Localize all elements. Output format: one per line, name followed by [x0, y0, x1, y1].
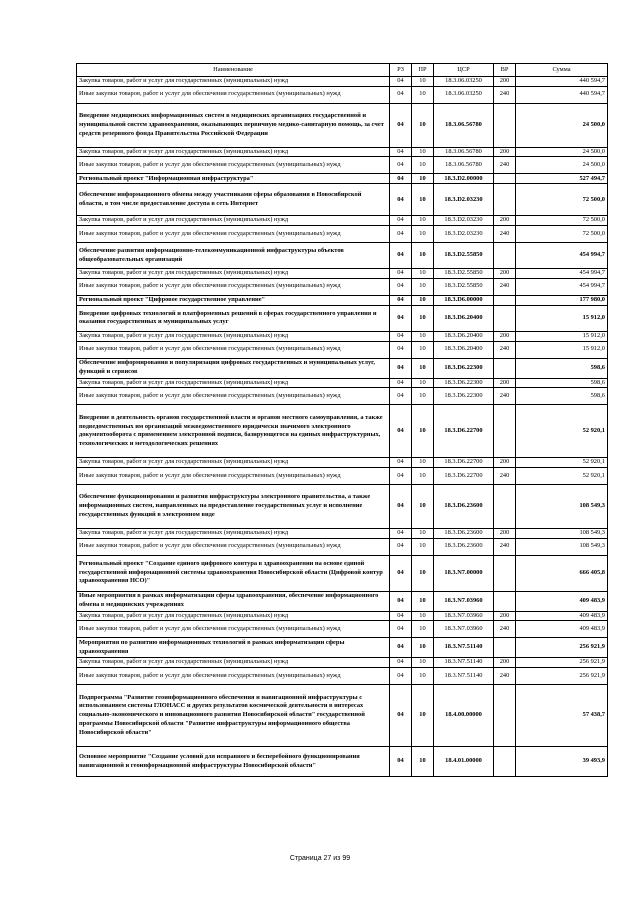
cell-sum: 440 594,7 — [516, 86, 608, 103]
header-csr: ЦСР — [434, 64, 494, 77]
table-row — [77, 458, 608, 468]
cell-pr: 10 — [412, 358, 434, 378]
cell-sum: 409 483,9 — [516, 621, 608, 638]
cell-name: Иные закупки товаров, работ и услуг для обеспечения государственных (муниципальных) нужд — [77, 86, 390, 103]
cell-vr — [494, 747, 516, 777]
cell-sum: 454 994,7 — [516, 278, 608, 295]
cell-csr: 18.3.D2.03230 — [434, 184, 494, 216]
table-row — [77, 269, 608, 279]
cell-sum: 57 438,7 — [516, 685, 608, 747]
cell-csr: 18.3.D2.03230 — [434, 226, 494, 243]
cell-csr: 18.3.D6.20400 — [434, 305, 494, 331]
cell-csr: 18.3.N7.51140 — [434, 668, 494, 685]
cell-vr — [494, 358, 516, 378]
cell-sum: 24 500,0 — [516, 157, 608, 174]
cell-csr: 18.3.D6.20400 — [434, 331, 494, 341]
cell-vr: 240 — [494, 388, 516, 405]
cell-vr — [494, 685, 516, 747]
cell-rz: 04 — [390, 358, 412, 378]
table-row — [77, 278, 608, 295]
cell-rz: 04 — [390, 658, 412, 668]
cell-sum: 256 921,9 — [516, 638, 608, 658]
cell-name: Региональный проект "Создание единого цифрового контура в здравоохранении на основе единой государственной информационной системы здравоохранения Новосибирской области (Цифровой контур здравоохранения НСО)" — [77, 555, 390, 591]
cell-rz: 04 — [390, 668, 412, 685]
cell-sum: 409 483,9 — [516, 611, 608, 621]
cell-vr: 240 — [494, 86, 516, 103]
cell-rz: 04 — [390, 243, 412, 269]
cell-pr: 10 — [412, 484, 434, 528]
cell-rz: 04 — [390, 86, 412, 103]
cell-pr: 10 — [412, 467, 434, 484]
cell-rz: 04 — [390, 77, 412, 87]
cell-pr: 10 — [412, 86, 434, 103]
cell-sum: 598,6 — [516, 378, 608, 388]
cell-sum: 24 500,0 — [516, 147, 608, 157]
cell-name: Обеспечение функционирования и развития инфраструктуры электронного правительства, а также информационных систем, направленных на предоставление государственных услуг и исполнение государственных функций в электронном виде — [77, 484, 390, 528]
cell-pr: 10 — [412, 458, 434, 468]
cell-name: Закупка товаров, работ и услуг для государственных (муниципальных) нужд — [77, 528, 390, 538]
cell-csr: 18.3.D6.00000 — [434, 295, 494, 305]
cell-vr: 200 — [494, 658, 516, 668]
cell-name: Подпрограмма "Развитие геоинформационного обеспечения и навигационной инфраструктуры с использованием системы ГЛОНАСС и других результатов космической деятельности в интересах социально-экономического и инновационного развития Новосибирской области" государственной программы Новосибирской области "Развитие инфраструктуры информационного общества Новосибирской области" — [77, 685, 390, 747]
cell-sum: 598,6 — [516, 358, 608, 378]
table-row — [77, 305, 608, 331]
cell-rz: 04 — [390, 295, 412, 305]
table-row — [77, 157, 608, 174]
cell-csr: 18.3.D6.23600 — [434, 484, 494, 528]
cell-name: Иные закупки товаров, работ и услуг для обеспечения государственных (муниципальных) нужд — [77, 538, 390, 555]
cell-pr: 10 — [412, 147, 434, 157]
cell-pr: 10 — [412, 747, 434, 777]
cell-rz: 04 — [390, 467, 412, 484]
cell-vr: 200 — [494, 528, 516, 538]
cell-rz: 04 — [390, 378, 412, 388]
cell-vr — [494, 405, 516, 458]
cell-vr: 200 — [494, 458, 516, 468]
table-row — [77, 591, 608, 611]
cell-name: Мероприятия по развитию информационных технологий в рамках информатизации сферы здравоохранения — [77, 638, 390, 658]
cell-vr: 240 — [494, 467, 516, 484]
page-footer: Страница 27 из 99 — [289, 855, 351, 862]
cell-csr: 18.3.D2.55850 — [434, 269, 494, 279]
cell-csr: 18.3.D2.55850 — [434, 243, 494, 269]
table-row — [77, 668, 608, 685]
cell-vr: 240 — [494, 621, 516, 638]
cell-sum: 15 912,0 — [516, 341, 608, 358]
cell-vr — [494, 555, 516, 591]
cell-csr: 18.3.06.56780 — [434, 157, 494, 174]
cell-vr — [494, 243, 516, 269]
cell-name: Обеспечение информирования и популяризации цифровых государственных и муниципальных услуг, функций и сервисов — [77, 358, 390, 378]
cell-sum: 256 921,9 — [516, 658, 608, 668]
table-row — [77, 538, 608, 555]
cell-csr: 18.3.N7.03960 — [434, 611, 494, 621]
table-row — [77, 77, 608, 87]
cell-pr: 10 — [412, 555, 434, 591]
cell-csr: 18.3.D6.22700 — [434, 458, 494, 468]
cell-vr: 200 — [494, 331, 516, 341]
cell-csr: 18.3.D6.22300 — [434, 388, 494, 405]
table-row — [77, 103, 608, 147]
table-row — [77, 658, 608, 668]
cell-sum: 177 980,0 — [516, 295, 608, 305]
cell-csr: 18.3.N7.03960 — [434, 621, 494, 638]
cell-vr: 200 — [494, 77, 516, 87]
cell-csr: 18.3.06.56780 — [434, 103, 494, 147]
cell-pr: 10 — [412, 103, 434, 147]
cell-sum: 256 921,9 — [516, 668, 608, 685]
cell-name: Внедрение в деятельность органов государственной власти и органов местного самоуправления, а также подведомственных им организаций межведомственного юридически значимого электронного документооборота с применением электронной подписи, базирующегося на единых инфраструктурных, технологических и методологических решениях — [77, 405, 390, 458]
cell-pr: 10 — [412, 378, 434, 388]
cell-name: Закупка товаров, работ и услуг для государственных (муниципальных) нужд — [77, 147, 390, 157]
cell-pr: 10 — [412, 658, 434, 668]
cell-rz: 04 — [390, 638, 412, 658]
cell-rz: 04 — [390, 157, 412, 174]
cell-rz: 04 — [390, 174, 412, 184]
table-row — [77, 341, 608, 358]
cell-vr: 200 — [494, 269, 516, 279]
cell-rz: 04 — [390, 591, 412, 611]
table-row — [77, 378, 608, 388]
cell-sum: 527 494,7 — [516, 174, 608, 184]
cell-rz: 04 — [390, 269, 412, 279]
table-row — [77, 184, 608, 216]
cell-name: Иные закупки товаров, работ и услуг для обеспечения государственных (муниципальных) нужд — [77, 668, 390, 685]
table-row — [77, 611, 608, 621]
cell-rz: 04 — [390, 405, 412, 458]
cell-name: Региональный проект "Информационная инфраструктура" — [77, 174, 390, 184]
cell-pr: 10 — [412, 388, 434, 405]
cell-pr: 10 — [412, 638, 434, 658]
cell-name: Иные закупки товаров, работ и услуг для обеспечения государственных (муниципальных) нужд — [77, 278, 390, 295]
cell-csr: 18.4.01.00000 — [434, 747, 494, 777]
cell-csr: 18.4.00.00000 — [434, 685, 494, 747]
cell-name: Закупка товаров, работ и услуг для государственных (муниципальных) нужд — [77, 378, 390, 388]
cell-rz: 04 — [390, 341, 412, 358]
cell-csr: 18.3.N7.51140 — [434, 658, 494, 668]
cell-pr: 10 — [412, 331, 434, 341]
cell-rz: 04 — [390, 611, 412, 621]
cell-name: Иные закупки товаров, работ и услуг для обеспечения государственных (муниципальных) нужд — [77, 226, 390, 243]
table-row — [77, 147, 608, 157]
table-row — [77, 484, 608, 528]
cell-name: Внедрение медицинских информационных систем в медицинских организациях государственной и муниципальной систем здравоохранения, оказывающих первичную медико-санитарную помощь, за счет средств резервного фонда Правительства Российской Федерации — [77, 103, 390, 147]
cell-csr: 18.3.D6.22700 — [434, 405, 494, 458]
cell-sum: 52 920,1 — [516, 405, 608, 458]
cell-vr — [494, 184, 516, 216]
table-row — [77, 226, 608, 243]
table-row — [77, 388, 608, 405]
table-row — [77, 638, 608, 658]
cell-csr: 18.3.N7.51140 — [434, 638, 494, 658]
table-row — [77, 331, 608, 341]
cell-name: Закупка товаров, работ и услуг для государственных (муниципальных) нужд — [77, 77, 390, 87]
cell-pr: 10 — [412, 611, 434, 621]
cell-csr: 18.3.06.03250 — [434, 77, 494, 87]
cell-csr: 18.3.N7.00000 — [434, 555, 494, 591]
cell-name: Закупка товаров, работ и услуг для государственных (муниципальных) нужд — [77, 611, 390, 621]
cell-csr: 18.3.06.03250 — [434, 86, 494, 103]
cell-rz: 04 — [390, 747, 412, 777]
table-row — [77, 747, 608, 777]
cell-name: Иные закупки товаров, работ и услуг для обеспечения государственных (муниципальных) нужд — [77, 388, 390, 405]
cell-sum: 39 493,9 — [516, 747, 608, 777]
cell-pr: 10 — [412, 269, 434, 279]
cell-csr: 18.3.06.56780 — [434, 147, 494, 157]
cell-pr: 10 — [412, 174, 434, 184]
cell-vr — [494, 591, 516, 611]
cell-csr: 18.3.D6.22300 — [434, 358, 494, 378]
table-row — [77, 555, 608, 591]
cell-vr — [494, 174, 516, 184]
cell-rz: 04 — [390, 621, 412, 638]
cell-csr: 18.3.D6.20400 — [434, 341, 494, 358]
cell-csr: 18.3.D6.22300 — [434, 378, 494, 388]
cell-sum: 409 483,9 — [516, 591, 608, 611]
cell-rz: 04 — [390, 331, 412, 341]
cell-vr — [494, 638, 516, 658]
cell-vr: 240 — [494, 226, 516, 243]
cell-name: Иные закупки товаров, работ и услуг для обеспечения государственных (муниципальных) нужд — [77, 341, 390, 358]
cell-vr: 200 — [494, 147, 516, 157]
cell-pr: 10 — [412, 278, 434, 295]
table-row — [77, 295, 608, 305]
cell-pr: 10 — [412, 668, 434, 685]
cell-pr: 10 — [412, 305, 434, 331]
cell-name: Закупка товаров, работ и услуг для государственных (муниципальных) нужд — [77, 658, 390, 668]
cell-sum: 72 500,0 — [516, 216, 608, 226]
cell-pr: 10 — [412, 226, 434, 243]
cell-pr: 10 — [412, 184, 434, 216]
cell-rz: 04 — [390, 458, 412, 468]
cell-name: Иные мероприятия в рамках информатизации сферы здравоохранения, обеспечение информационного обмена в медицинских учреждениях — [77, 591, 390, 611]
cell-sum: 72 500,0 — [516, 226, 608, 243]
cell-csr: 18.3.D2.55850 — [434, 278, 494, 295]
cell-name: Обеспечение развития информационно-телекоммуникационной инфраструктуры объектов общеобразовательных организаций — [77, 243, 390, 269]
cell-rz: 04 — [390, 184, 412, 216]
cell-sum: 15 912,0 — [516, 331, 608, 341]
table-body — [77, 77, 608, 777]
cell-name: Закупка товаров, работ и услуг для государственных (муниципальных) нужд — [77, 458, 390, 468]
cell-sum: 108 549,3 — [516, 538, 608, 555]
cell-vr: 200 — [494, 611, 516, 621]
cell-pr: 10 — [412, 295, 434, 305]
cell-vr: 240 — [494, 668, 516, 685]
cell-pr: 10 — [412, 405, 434, 458]
header-rz: РЗ — [390, 64, 412, 77]
cell-sum: 454 994,7 — [516, 243, 608, 269]
cell-sum: 52 920,1 — [516, 467, 608, 484]
header-name: Наименование — [77, 64, 390, 77]
cell-rz: 04 — [390, 147, 412, 157]
cell-pr: 10 — [412, 341, 434, 358]
cell-sum: 52 920,1 — [516, 458, 608, 468]
table-row — [77, 86, 608, 103]
cell-csr: 18.3.D6.23600 — [434, 528, 494, 538]
cell-csr: 18.3.D2.00000 — [434, 174, 494, 184]
cell-csr: 18.3.N7.03960 — [434, 591, 494, 611]
table-row — [77, 358, 608, 378]
table-row — [77, 216, 608, 226]
header-pr: ПР — [412, 64, 434, 77]
cell-rz: 04 — [390, 538, 412, 555]
cell-rz: 04 — [390, 216, 412, 226]
cell-sum: 72 500,0 — [516, 184, 608, 216]
cell-vr: 240 — [494, 157, 516, 174]
cell-name: Иные закупки товаров, работ и услуг для обеспечения государственных (муниципальных) нужд — [77, 467, 390, 484]
cell-sum: 24 500,0 — [516, 103, 608, 147]
table-header-row — [77, 64, 608, 77]
table-row — [77, 685, 608, 747]
cell-sum: 108 549,3 — [516, 528, 608, 538]
table-row — [77, 467, 608, 484]
cell-name: Внедрение цифровых технологий и платформенных решений в сферах государственного управления и оказания государственных и муниципальных услуг — [77, 305, 390, 331]
cell-pr: 10 — [412, 621, 434, 638]
cell-name: Закупка товаров, работ и услуг для государственных (муниципальных) нужд — [77, 331, 390, 341]
cell-rz: 04 — [390, 226, 412, 243]
cell-sum: 440 594,7 — [516, 77, 608, 87]
cell-rz: 04 — [390, 278, 412, 295]
cell-name: Обеспечение информационного обмена между участниками сферы образования в Новосибирской области, в том числе предоставление доступа в сеть Интернет — [77, 184, 390, 216]
cell-name: Региональный проект "Цифровое государственное управление" — [77, 295, 390, 305]
cell-rz: 04 — [390, 484, 412, 528]
cell-sum: 15 912,0 — [516, 305, 608, 331]
cell-sum: 666 405,8 — [516, 555, 608, 591]
cell-pr: 10 — [412, 528, 434, 538]
table-row — [77, 621, 608, 638]
cell-vr: 240 — [494, 278, 516, 295]
cell-name: Иные закупки товаров, работ и услуг для обеспечения государственных (муниципальных) нужд — [77, 621, 390, 638]
cell-rz: 04 — [390, 388, 412, 405]
cell-vr — [494, 305, 516, 331]
cell-vr: 240 — [494, 341, 516, 358]
cell-sum: 108 549,3 — [516, 484, 608, 528]
cell-sum: 454 994,7 — [516, 269, 608, 279]
cell-pr: 10 — [412, 591, 434, 611]
header-sum: Сумма — [516, 64, 608, 77]
cell-rz: 04 — [390, 685, 412, 747]
cell-vr: 200 — [494, 216, 516, 226]
cell-csr: 18.3.D2.03230 — [434, 216, 494, 226]
budget-table — [76, 63, 608, 777]
cell-sum: 598,6 — [516, 388, 608, 405]
header-vr: ВР — [494, 64, 516, 77]
cell-pr: 10 — [412, 216, 434, 226]
cell-pr: 10 — [412, 685, 434, 747]
cell-csr: 18.3.D6.22700 — [434, 467, 494, 484]
cell-rz: 04 — [390, 528, 412, 538]
cell-vr — [494, 295, 516, 305]
cell-name: Иные закупки товаров, работ и услуг для обеспечения государственных (муниципальных) нужд — [77, 157, 390, 174]
table-row — [77, 528, 608, 538]
cell-vr — [494, 103, 516, 147]
cell-vr: 200 — [494, 378, 516, 388]
cell-name: Закупка товаров, работ и услуг для государственных (муниципальных) нужд — [77, 216, 390, 226]
table-row — [77, 174, 608, 184]
cell-pr: 10 — [412, 77, 434, 87]
cell-rz: 04 — [390, 555, 412, 591]
cell-csr: 18.3.D6.23600 — [434, 538, 494, 555]
cell-rz: 04 — [390, 305, 412, 331]
cell-name: Закупка товаров, работ и услуг для государственных (муниципальных) нужд — [77, 269, 390, 279]
cell-pr: 10 — [412, 157, 434, 174]
cell-pr: 10 — [412, 538, 434, 555]
cell-rz: 04 — [390, 103, 412, 147]
cell-name: Основное мероприятие "Создание условий для исправного и бесперебойного функционирования навигационной и геоинформационной инфраструктуры Новосибирской области" — [77, 747, 390, 777]
table-row — [77, 243, 608, 269]
table-row — [77, 405, 608, 458]
cell-pr: 10 — [412, 243, 434, 269]
cell-vr: 240 — [494, 538, 516, 555]
cell-vr — [494, 484, 516, 528]
